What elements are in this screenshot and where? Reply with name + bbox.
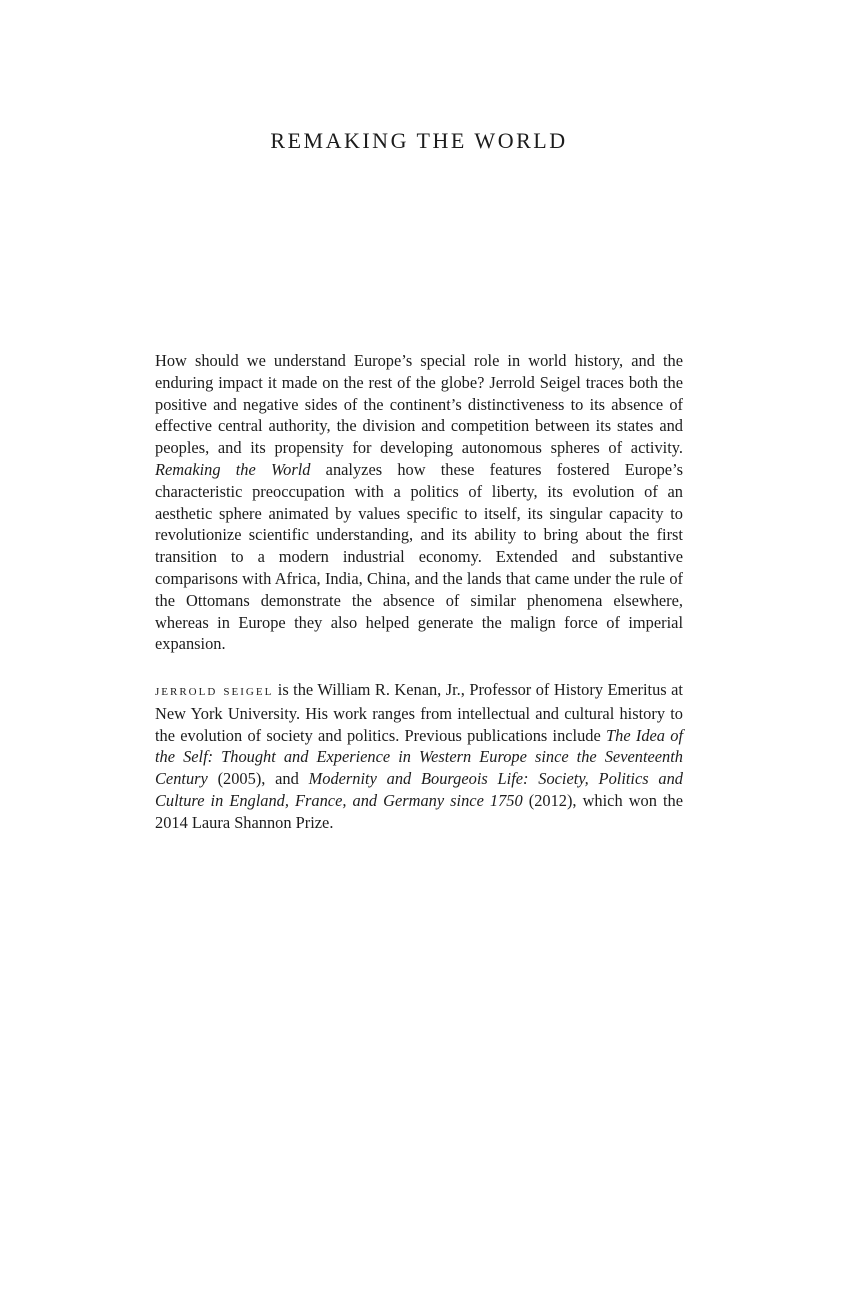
description-text-part-2: analyzes how these features fostered Europe’s characteristic preoccupation with a politics of liberty, its evolution of an aesthetic sphere animated by values specific to itself, its singular capacity to revolutionize scientific understanding, and its ability to bring about the first transition to a modern industrial economy. Extended and substantive comparisons with Africa, India, China, and the lands that came under the rule of the Ottomans demonstrate the absence of similar phenomena elsewhere, whereas in Europe they also helped generate the malign force of imperial expansion.: [155, 459, 683, 654]
book-title: REMAKING THE WORLD: [270, 128, 568, 153]
author-name: jerrold seigel: [155, 683, 274, 699]
author-bio: [155, 679, 683, 834]
description-italic-book-title: Remaking the World: [155, 459, 311, 479]
description-text-part-1: How should we understand Europe’s special role in world history, and the enduring impact it made on the rest of the globe? Jerrold Seigel traces both the positive and negative sides of the continent’s distinctiveness to its absence of effective central authority, the division and competition between its states and peoples, and its propensity for developing autonomous spheres of activity.: [155, 351, 683, 458]
previous-book-1-title: The Idea of the Self: Thought and Experience in Western Europe since the Seventeenth Century: [155, 725, 683, 789]
book-description: [155, 350, 683, 655]
bio-text-part-1: is the William R. Kenan, Jr., Professor of History Emeritus at New York University. His work ranges from intellectual and cultural history to the evolution of society and politics. Previous publications include: [155, 680, 683, 745]
bio-text-part-2: (2005), and: [207, 769, 309, 789]
bio-text-part-3: (2012), which won the 2014 Laura Shannon Prize.: [155, 790, 683, 832]
previous-book-2-title: Modernity and Bourgeois Life: Society, Politics and Culture in England, France, and Germany since 1750: [155, 769, 683, 810]
